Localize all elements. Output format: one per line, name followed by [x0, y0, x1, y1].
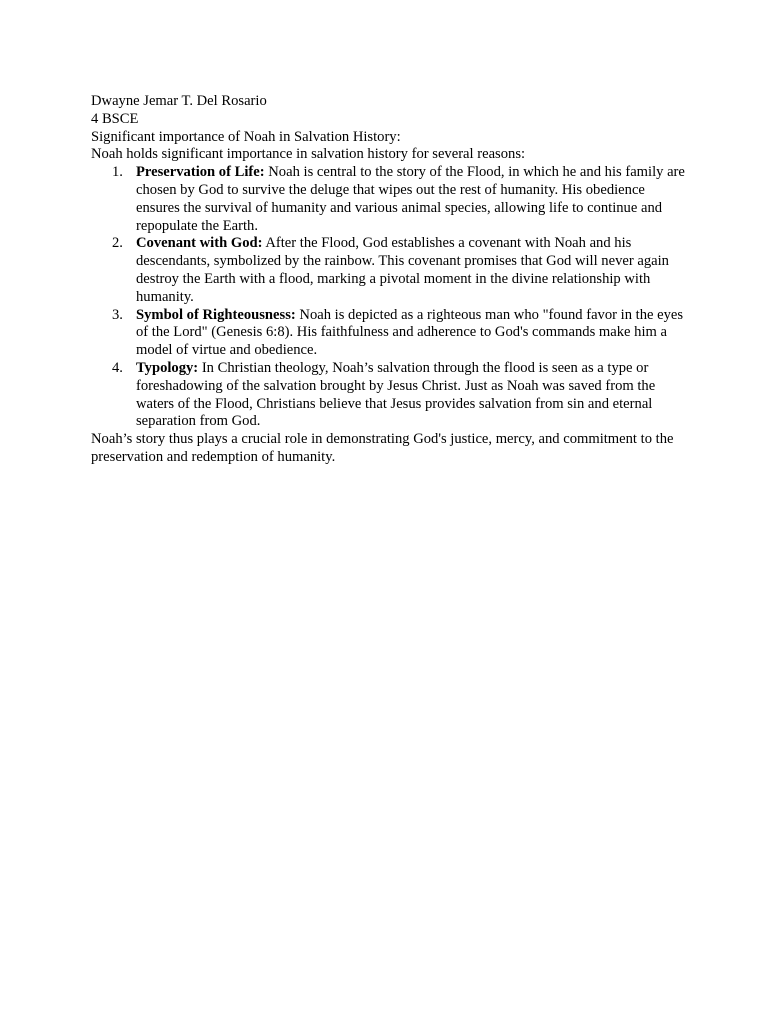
course-label: 4 BSCE: [91, 110, 139, 127]
list-item-term: Preservation of Life:: [136, 164, 265, 181]
list-item-term: Typology:: [136, 359, 199, 376]
list-item-text: Noah is central to the story of the Flood, in which he and his family are chosen by God to survive the deluge that wipes out the rest of humanity. His obedience ensures the survival of humanity and various animal species, allowing life to continue and repopulate the Earth.: [136, 164, 685, 234]
intro-paragraph: Noah holds significant importance in salvation history for several reasons:: [91, 146, 526, 163]
points-list: [91, 164, 691, 431]
list-item-text: Noah is depicted as a righteous man who "found favor in the eyes of the Lord" (Genesis 6:8). His faithfulness and adherence to God's commands make him a model of virtue and obedience.: [136, 306, 684, 359]
author-name: Dwayne Jemar T. Del Rosario: [91, 93, 267, 109]
list-item-term: Covenant with God:: [136, 235, 263, 252]
list-item-number: 4.: [112, 359, 123, 376]
list-item: [91, 235, 691, 306]
list-item-number: 2.: [112, 235, 123, 252]
list-item-text: After the Flood, God establishes a covenant with Noah and his descendants, symbolized by the rainbow. This covenant promises that God will never again destroy the Earth with a flood, marking a pivotal moment in the divine relationship with humanity.: [136, 235, 669, 305]
list-item: [91, 360, 691, 431]
document-page: [91, 93, 691, 467]
closing-paragraph: Noah’s story thus plays a crucial role in demonstrating God's justice, mercy, and commitment to the preservation and redemption of humanity.: [91, 431, 674, 465]
list-item-text: In Christian theology, Noah’s salvation through the flood is seen as a type or foreshadowing of the salvation brought by Jesus Christ. Just as Noah was saved from the waters of the Flood, Christians believe that Jesus provides salvation from sin and eternal separation from God.: [136, 359, 656, 430]
list-item-term: Symbol of Righteousness:: [136, 306, 296, 323]
list-item-number: 1.: [112, 164, 123, 181]
list-item-number: 3.: [112, 306, 123, 323]
list-item: [91, 164, 691, 235]
list-item: [91, 307, 691, 360]
document-title: Significant importance of Noah in Salvation History:: [91, 128, 401, 145]
